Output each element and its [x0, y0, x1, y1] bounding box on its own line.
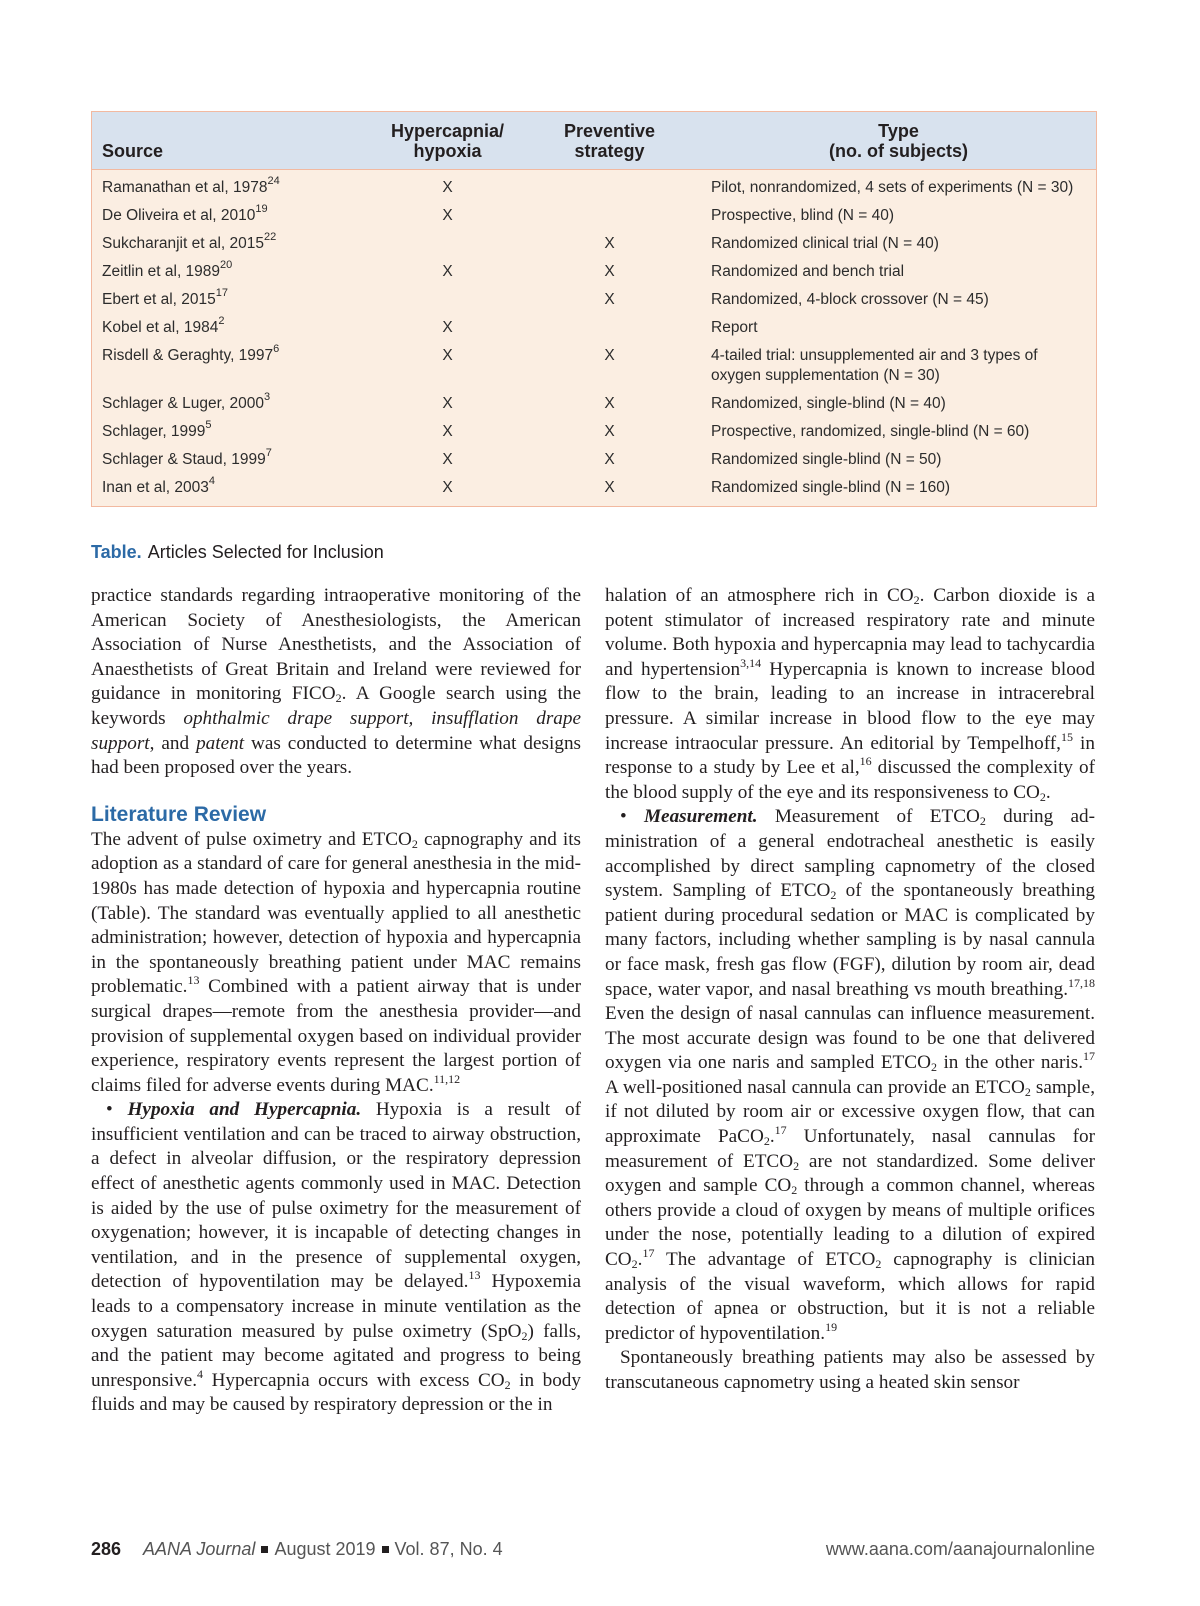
source-reference: 5 [205, 418, 212, 431]
source-name: Schlager & Luger, 2000 [102, 395, 265, 412]
source-name: Risdell & Geraghty, 1997 [102, 347, 274, 364]
intro-paragraph: practice standards regarding intraoperative monitoring of the American Society of Anesthesiologists, the American Association of Nurse Anesthetists, and the Association of Anaesthetists of Great Britain and Ireland were reviewed for guidance in monitoring $FICO_2$. A Google search using the keywords ophthalmic drape support, insufflation drape support, and patent was conducted to determine what designs had been proposed over the years. [91, 585, 581, 779]
header-source: Source [92, 112, 377, 170]
table-row [92, 390, 1096, 418]
cell-preventive: X [604, 291, 615, 308]
issue-date: August 2019 [274, 1539, 376, 1559]
table-row [92, 170, 1096, 203]
cell-type: Randomized single-blind (N = 50) [711, 451, 942, 468]
cell-preventive [518, 314, 701, 342]
source-name: Sukcharanjit et al, 2015 [102, 235, 264, 252]
journal-url[interactable]: www.aana.com/aanajournalonline [825, 1539, 1095, 1559]
header-hypercapnia-line1: Hypercapnia/ [390, 121, 505, 141]
cell-source [92, 258, 377, 286]
cell-preventive: X [604, 235, 615, 252]
source-name: Inan et al, 2003 [102, 479, 209, 496]
cell-preventive: X [604, 347, 615, 364]
source-reference: 2 [218, 314, 225, 327]
articles-table-container [91, 111, 1097, 507]
header-preventive-line1: Preventive [563, 121, 656, 141]
cell-source [92, 418, 377, 446]
cell-type: Prospective, randomized, single-blind (N = 60) [711, 423, 1030, 440]
articles-table [92, 112, 1096, 506]
source-name: Ramanathan et al, 1978 [102, 179, 268, 196]
header-type-line1: Type [878, 121, 919, 141]
source-name: De Oliveira et al, 2010 [102, 207, 256, 224]
right-text-column [605, 584, 1095, 1396]
page-footer [91, 1539, 1095, 1563]
cell-hypercapnia: X [442, 207, 453, 224]
header-type-line2: (no. of subjects) [829, 141, 968, 161]
cell-hypercapnia [377, 286, 518, 314]
cell-source [92, 230, 377, 258]
cell-preventive: X [604, 395, 615, 412]
cell-hypercapnia: X [442, 423, 453, 440]
header-hypercapnia-line2: hypoxia [413, 141, 482, 161]
hypoxia-hypercapnia-paragraph: • Hypoxia and Hypercapnia. Hypoxia is a result of insufficient ventilation and can be traced to airway obstruction, a defect in alveolar diffusion, or the respiratory depression effect of anesthetic agents commonly used in MAC. Detection is aided by the use of pulse oximetry for the measurement of oxygenation; however, it is incapable of detecting changes in ventilation, and in the presence of supplemental oxygen, detection of hypoventilation may be delayed.$^{13}$ Hypoxemia leads to a compensatory increase in minute ventilation as the oxygen saturation measured by pulse oximetry (SpO$_2$) falls, and the patient may become agitated and progress to being unresponsive.$^4$ Hypercapnia occurs with excess $CO_2$ in body fluids and may be caused by respiratory depression or the in [91, 1099, 582, 1416]
header-preventive [518, 112, 701, 170]
source-name: Zeitlin et al, 1989 [102, 263, 221, 280]
table-row [92, 474, 1096, 506]
left-text-column [91, 584, 581, 1418]
carbon-dioxide-paragraph: halation of an atmosphere rich in $CO_2$. Carbon dioxide is a potent stimulator of increased respiratory rate and minute volume. Both hypoxia and hypercapnia may lead to tachycardia and hypertension$^{3,14}$ Hypercapnia is known to increase blood flow to the brain, leading to an increase in intracerebral pressure. A similar increase in blood flow to the eye may increase intraocular pressure. An editorial by Tempelhoff,$^{15}$ in response to a study by Lee et al,$^{16}$ discussed the complexity of the blood supply of the eye and its responsiveness to $CO_2$. [605, 585, 1096, 804]
table-row [92, 342, 1096, 390]
source-reference: 17 [215, 286, 228, 299]
cell-hypercapnia: X [442, 451, 453, 468]
cell-hypercapnia [377, 230, 518, 258]
source-reference: 22 [264, 230, 277, 243]
header-preventive-line2: strategy [574, 141, 645, 161]
cell-preventive [518, 170, 701, 203]
transcutaneous-paragraph: Spontaneously breathing patients may also be assessed by transcutaneous capnometry using a heated skin sensor [605, 1347, 1095, 1393]
issue-volume: Vol. 87, No. 4 [394, 1539, 503, 1559]
literature-paragraph-1: The advent of pulse oximetry and $ETCO_2$ capnography and its adoption as a standard of care for general anesthesia in the mid-1980s has made detection of hypoxia and hypercapnia routine (Table). The standard was eventually applied to all anesthetic administration; however, detection of hypoxia and hypercapnia in the spontaneously breathing patient under MAC remains problematic.$^{13}$ Combined with a patient airway that is under surgical drapes—remote from the anesthesia provider—and provision of supplemental oxygen based on individual provider experience, respiratory events represent the largest portion of claims filed for adverse events during MAC.$^{11,12}$ [91, 828, 581, 1096]
cell-type: Randomized clinical trial (N = 40) [711, 235, 939, 252]
cell-preventive: X [604, 423, 615, 440]
cell-source [92, 170, 377, 203]
cell-preventive: X [604, 263, 615, 280]
cell-type: Randomized, single-blind (N = 40) [711, 395, 946, 412]
cell-preventive [518, 202, 701, 230]
separator-square-icon [261, 1546, 268, 1553]
cell-source [92, 390, 377, 418]
cell-type: Pilot, nonrandomized, 4 sets of experiments (N = 30) [711, 179, 1074, 196]
table-row [92, 230, 1096, 258]
source-reference: 7 [265, 446, 272, 459]
source-reference: 3 [264, 390, 271, 403]
cell-preventive: X [604, 451, 615, 468]
cell-source [92, 314, 377, 342]
cell-hypercapnia: X [442, 347, 453, 364]
source-name: Schlager, 1999 [102, 423, 206, 440]
cell-hypercapnia: X [442, 479, 453, 496]
cell-source [92, 446, 377, 474]
header-type [701, 112, 1096, 170]
table-caption [91, 542, 384, 563]
separator-square-icon [382, 1546, 389, 1553]
cell-hypercapnia: X [442, 179, 453, 196]
cell-hypercapnia: X [442, 395, 453, 412]
header-hypercapnia [377, 112, 518, 170]
journal-name: AANA Journal [143, 1539, 256, 1559]
source-reference: 4 [208, 474, 215, 487]
table-row [92, 446, 1096, 474]
cell-source [92, 286, 377, 314]
cell-preventive: X [604, 479, 615, 496]
cell-source [92, 202, 377, 230]
source-name: Kobel et al, 1984 [102, 319, 219, 336]
cell-type: Report [711, 319, 758, 336]
source-reference: 20 [220, 258, 233, 271]
source-name: Ebert et al, 2015 [102, 291, 216, 308]
table-row [92, 286, 1096, 314]
page-number: 286 [91, 1539, 122, 1559]
cell-type: Randomized and bench trial [711, 263, 905, 280]
table-row [92, 258, 1096, 286]
source-reference: 24 [267, 174, 280, 187]
cell-source [92, 474, 377, 506]
table-body [92, 170, 1096, 507]
cell-source [92, 342, 377, 390]
section-heading-literature-review: Literature Review [91, 802, 267, 826]
cell-type: 4-tailed trial: unsupplemented air and 3 types of oxygen supplementation (N = 30) [711, 347, 1038, 384]
table-row [92, 202, 1096, 230]
table-row [92, 418, 1096, 446]
cell-type: Prospective, blind (N = 40) [711, 207, 895, 224]
source-reference: 6 [273, 342, 280, 355]
caption-label: Table. [91, 542, 142, 562]
cell-type: Randomized, 4-block crossover (N = 45) [711, 291, 989, 308]
caption-text: Articles Selected for Inclusion [147, 542, 384, 562]
source-name: Schlager & Staud, 1999 [102, 451, 266, 468]
measurement-paragraph: • Measurement. Measurement of $ETCO_2$ during administration of a general endotracheal anesthetic is easily accomplished by direct sampling capnometry of the closed system. Sampling of $ETCO_2$ of the spontaneously breathing patient during procedural sedation or MAC is complicated by many factors, including whether sampling is by nasal cannula or face mask, fresh gas flow (FGF), dilution by room air, dead space, water vapor, and nasal breathing vs mouth breathing.$^{17,18}$ Even the design of nasal cannulas can influence measurement. The most accurate design was found to be one that delivered oxygen via one naris and sampled $ETCO_2$ in the other naris.$^{17}$ A well-positioned nasal cannula can provide an $ETCO_2$ sample, if not diluted by room air or excessive oxygen flow, that can approximate PaCO$_2$.$^{17}$ Unfortunately, nasal cannulas for measurement of $ETCO_2$ are not standardized. Some deliver oxygen and sample $CO_2$ through a common channel, whereas others provide a cloud of oxygen by means of multiple orifices under the nose, potentially leading to a dilution of expired $CO_2.^{17}$ The advantage of $ETCO_2$ capnography is clinician analysis of the visual waveform, which allows for rapid detection of apnea or obstruction, but it is not a reliable predictor of hypoventilation.$^{19}$ [605, 806, 1096, 1344]
cell-hypercapnia: X [442, 263, 453, 280]
source-reference: 19 [255, 202, 268, 215]
table-header-row [92, 112, 1096, 170]
cell-type: Randomized single-blind (N = 160) [711, 479, 951, 496]
table-row [92, 314, 1096, 342]
cell-hypercapnia: X [442, 319, 453, 336]
